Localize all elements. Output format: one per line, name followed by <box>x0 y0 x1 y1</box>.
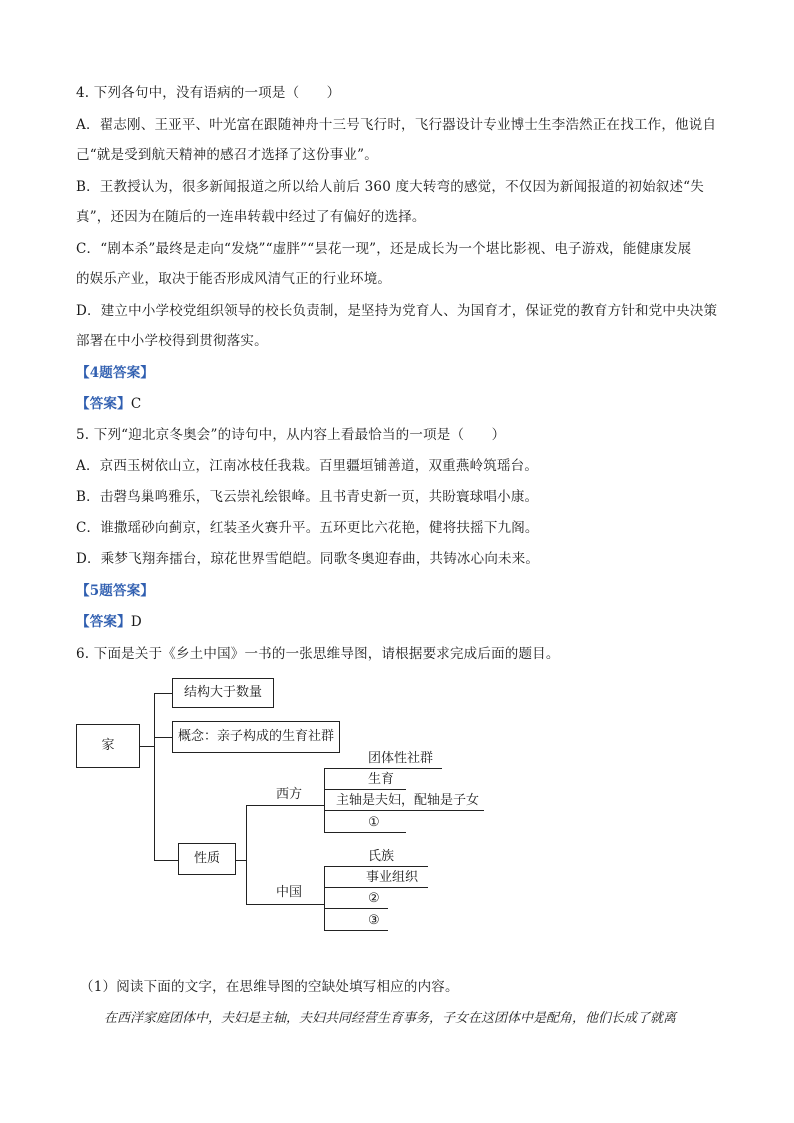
china-blank-3: ③ <box>368 913 380 928</box>
connector-line <box>246 904 324 905</box>
mindmap-structure-box: 结构大于数量 <box>172 678 274 708</box>
mindmap-concept-box: 概念：亲子构成的生育社群 <box>172 721 340 753</box>
west-item-group: 团体性社群 <box>368 751 434 766</box>
china-item-underline <box>324 930 388 931</box>
connector-line <box>154 737 172 738</box>
china-item-clan: 氏族 <box>368 849 395 864</box>
q5-option-a: A．京西玉树依山立，江南冰枝任我栽。百里疆垣铺善道，双重燕岭筑瑶台。 <box>76 458 539 474</box>
china-item-underline <box>324 887 428 888</box>
q5-stem: 5. 下列“迎北京冬奥会”的诗句中，从内容上看最恰当的一项是（ ） <box>76 427 506 443</box>
connector-line <box>154 860 178 861</box>
q4-option-c-line1: C．“剧本杀”最终是走向“发烧”“虚胖”“昙花一现”，还是成长为一个堪比影视、电子游戏，能健康发展 <box>76 241 692 257</box>
q4-option-a-line2: 己“就是受到航天精神的感召才选择了这份事业”。 <box>76 147 378 163</box>
q5-option-c: C．谁撒瑶砂向蓟京，红装圣火赛升平。五环更比六花艳，健将扶摇下九阁。 <box>76 520 539 536</box>
q6-sub1: （1）阅读下面的文字，在思维导图的空缺处填写相应的内容。 <box>80 979 459 995</box>
connector-line <box>236 860 246 861</box>
q5-answer-label: 【答案】 <box>76 614 131 630</box>
china-item-underline <box>324 866 428 867</box>
q5-answer <box>76 612 142 632</box>
west-item-birth: 生育 <box>368 772 395 787</box>
q4-option-d-line2: 部署在中小学校得到贯彻落实。 <box>76 333 268 349</box>
q4-answer <box>76 394 141 414</box>
q4-answer-label: 【答案】 <box>76 396 131 412</box>
connector-line <box>324 768 325 832</box>
q6-stem: 6. 下面是关于《乡土中国》一书的一张思维导图，请根据要求完成后面的题目。 <box>76 646 560 662</box>
q4-option-c-line2: 的娱乐产业，取决于能否形成风清气正的行业环境。 <box>76 271 392 287</box>
west-item-underline <box>324 832 406 833</box>
q6-passage: 在西洋家庭团体中，夫妇是主轴，夫妇共同经营生育事务，子女在这团体中是配角，他们长成了就离 <box>104 1011 677 1026</box>
connector-line <box>140 746 154 747</box>
q5-answer-value: D <box>130 614 142 630</box>
china-item-underline <box>324 908 388 909</box>
q4-option-d-line1: D．建立中小学校党组织领导的校长负责制，是坚持为党育人、为国育才，保证党的教育方针和党中央决策 <box>76 303 718 319</box>
q4-answer-value: C <box>130 396 142 412</box>
connector-line <box>154 693 155 860</box>
connector-line <box>154 693 172 694</box>
q5-option-b: B．击磬鸟巢鸣雅乐，飞云崇礼绘银峰。且书青史新一页，共盼寰球唱小康。 <box>76 489 539 505</box>
china-item-enterprise: 事业组织 <box>366 870 419 885</box>
q4-stem: 4. 下列各句中，没有语病的一项是（ ） <box>76 85 341 101</box>
china-blank-2: ② <box>368 891 380 906</box>
mindmap-nature-box: 性质 <box>178 843 236 875</box>
q4-answer-heading: 【4题答案】 <box>76 365 155 381</box>
connector-line <box>246 805 324 806</box>
mindmap-west-label: 西方 <box>276 787 303 802</box>
connector-line <box>324 866 325 930</box>
mindmap-root-box: 家 <box>76 724 140 768</box>
west-blank-1: ① <box>368 815 380 830</box>
q5-option-d: D．乘梦飞翔奔擂台，琼花世界雪皑皑。同歌冬奥迎春曲，共铸冰心向未来。 <box>76 551 540 567</box>
q4-option-b-line2: 真”，还因为在随后的一连串转载中经过了有偏好的选择。 <box>76 209 426 225</box>
q4-option-b-line1: B．王教授认为，很多新闻报道之所以给人前后 360 度大转弯的感觉，不仅因为新闻报道的初始叙述“失 <box>76 179 704 195</box>
west-item-axis: 主轴是夫妇，配轴是子女 <box>336 793 480 808</box>
west-item-underline <box>324 810 484 811</box>
mindmap-china-label: 中国 <box>276 885 303 900</box>
q5-answer-heading: 【5题答案】 <box>76 583 155 599</box>
connector-line <box>246 805 247 904</box>
west-item-underline <box>324 768 442 769</box>
west-item-underline <box>324 789 406 790</box>
q4-option-a-line1: A．翟志刚、王亚平、叶光富在跟随神舟十三号飞行时，飞行器设计专业博士生李浩然正在找工作，他说自 <box>76 117 717 133</box>
